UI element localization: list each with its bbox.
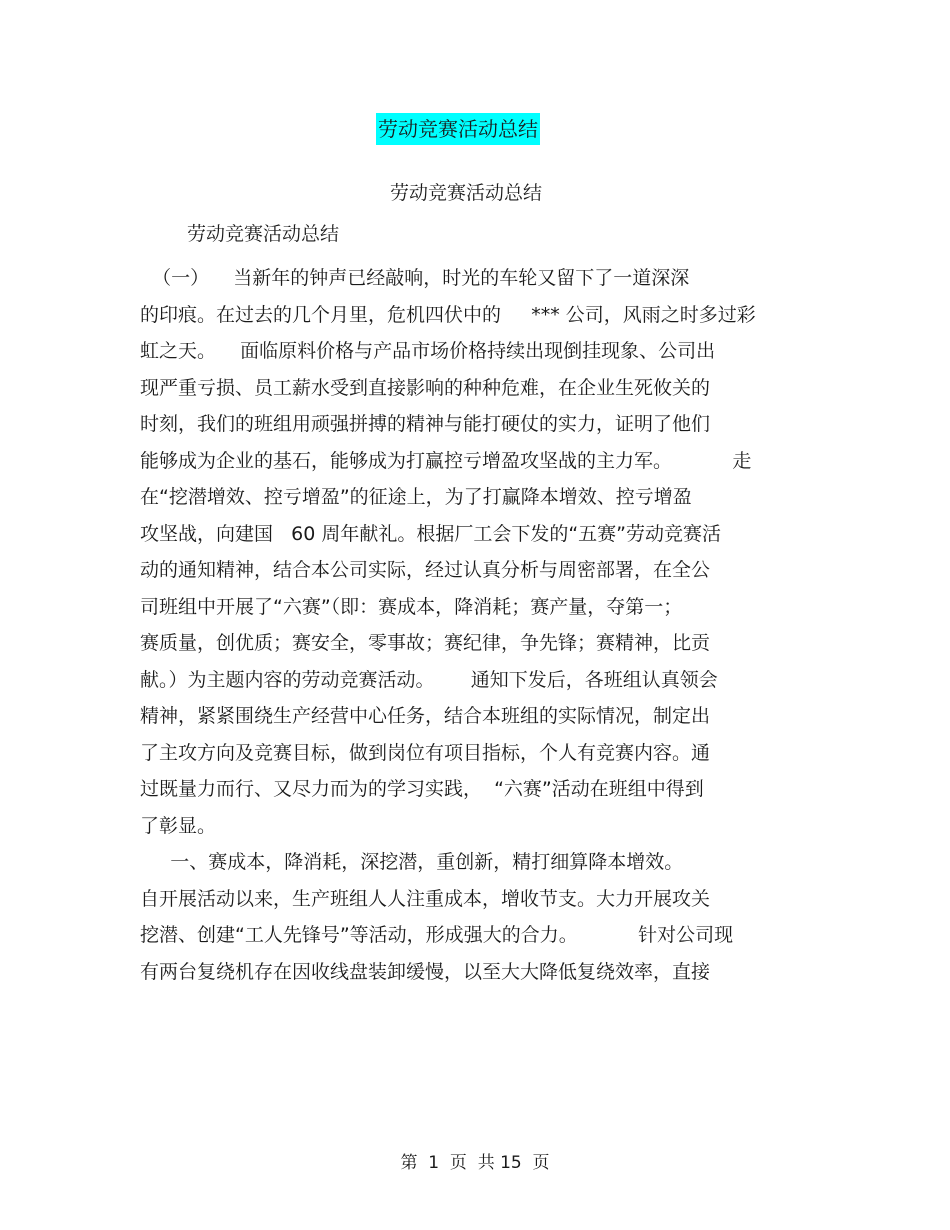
body-line: 献。）为主题内容的劳动竞赛活动。 通知下发后，各班组认真领会 bbox=[140, 668, 718, 691]
body-line: 了主攻方向及竞赛目标，做到岗位有项目指标，个人有竞赛内容。通 bbox=[140, 741, 711, 764]
body-line: 在“挖潜增效、控亏增盈”的征途上，为了打赢降本增效、控亏增盈 bbox=[140, 486, 692, 508]
body-line: 动的通知精神，结合本公司实际，经过认真分析与周密部署，在全公 bbox=[140, 559, 711, 581]
body-line: 有两台复绕机存在因收线盘装卸缓慢，以至大大降低复绕效率，直接 bbox=[140, 960, 711, 983]
document-subtitle: 劳动竞赛活动总结 bbox=[390, 182, 543, 204]
body-line: 现严重亏损、员工薪水受到直接影响的种种危难，在企业生死攸关的 bbox=[140, 376, 711, 399]
body-line: 时刻，我们的班组用顽强拼搏的精神与能打硬仗的实力，证明了他们 bbox=[140, 413, 711, 435]
body-line: 的印痕。在过去的几个月里，危机四伏中的 *** 公司，风雨之时多过彩 bbox=[140, 303, 756, 326]
body-line: （一） 当新年的钟声已经敲响，时光的车轮又留下了一道深深 bbox=[140, 267, 690, 289]
body-line: 司班组中开展了“六赛”（即：赛成本，降消耗；赛产量，夺第一； bbox=[140, 595, 683, 618]
body-line: 过既量力而行、又尽力而为的学习实践， “六赛”活动在班组中得到 bbox=[140, 778, 704, 800]
body-line: 自开展活动以来，生产班组人人注重成本，增收节支。大力开展攻关 bbox=[140, 887, 711, 910]
intro-title: 劳动竞赛活动总结 bbox=[187, 223, 340, 245]
body-line: 了彰显。 bbox=[140, 814, 217, 837]
body-line: 虹之天。 面临原料价格与产品市场价格持续出现倒挂现象、公司出 bbox=[140, 340, 716, 362]
body-line: 攻坚战，向建国 60 周年献礼。根据厂工会下发的“五赛”劳动竞赛活 bbox=[140, 522, 722, 545]
body-line: 赛质量，创优质；赛安全，零事故；赛纪律，争先锋；赛精神，比贡 bbox=[140, 632, 711, 654]
body-line: 一、赛成本，降消耗，深挖潜，重创新，精打细算降本增效。 bbox=[140, 851, 684, 873]
body-text bbox=[140, 260, 800, 990]
body-line: 挖潜、创建“工人先锋号”等活动，形成强大的合力。 针对公司现 bbox=[140, 924, 734, 946]
page-footer: 第 1 页 共 15 页 bbox=[400, 1153, 550, 1173]
body-line: 能够成为企业的基石，能够成为打赢控亏增盈攻坚战的主力军。 走 bbox=[140, 449, 752, 472]
document-title: 劳动竞赛活动总结 bbox=[376, 113, 540, 145]
body-line: 精神，紧紧围绕生产经营中心任务，结合本班组的实际情况，制定出 bbox=[140, 705, 711, 727]
